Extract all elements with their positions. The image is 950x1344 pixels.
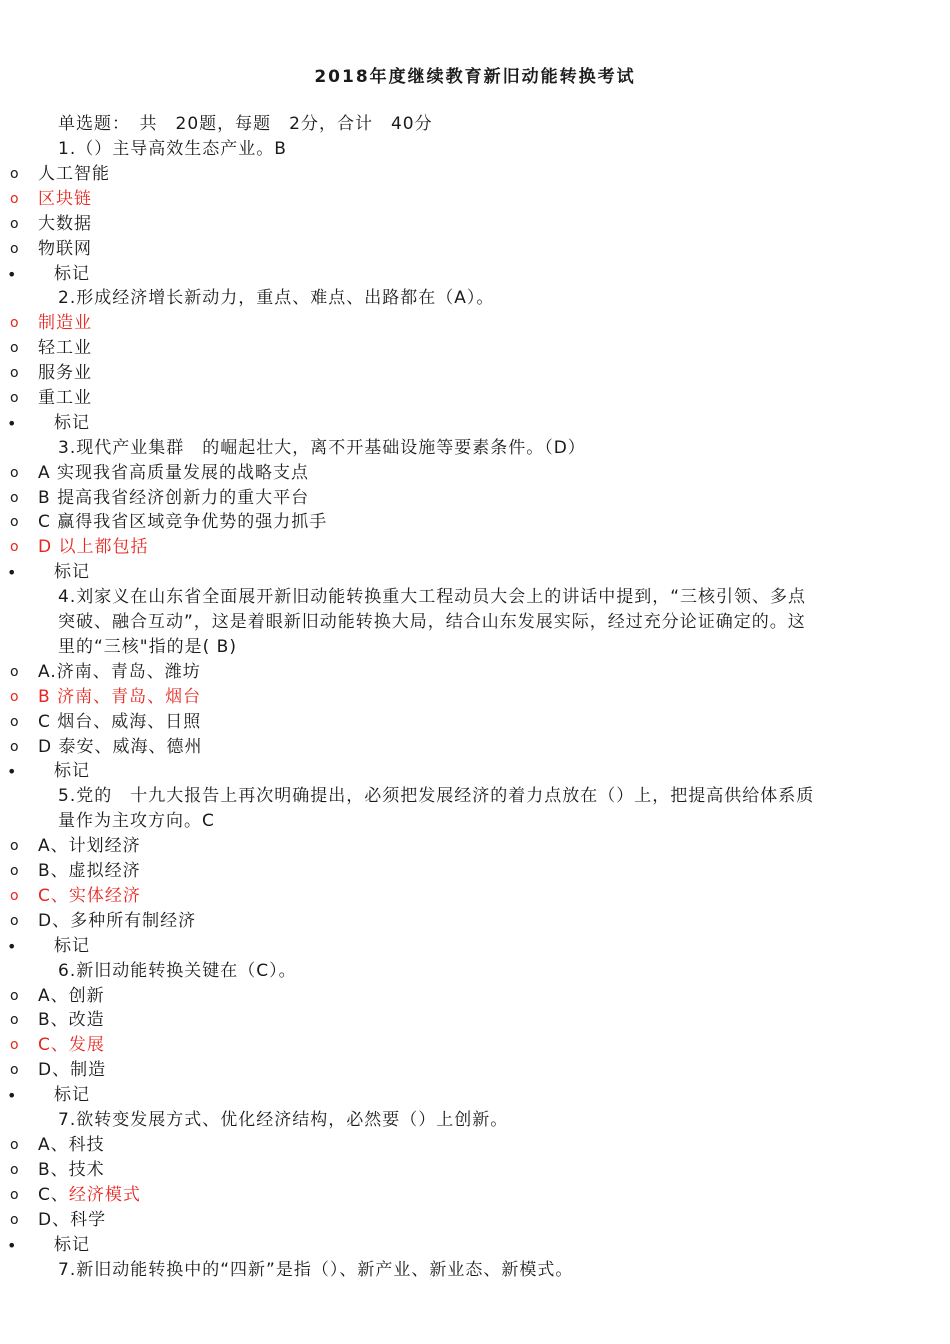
mark-row[interactable] (0, 759, 200, 784)
mark-row[interactable] (0, 560, 200, 585)
option-text: 重工业 (38, 388, 92, 408)
answer-option[interactable] (0, 361, 900, 386)
bullet-dot-icon: • (7, 563, 18, 582)
mark-label: 标记 (54, 562, 90, 582)
question-stem: 3.现代产业集群 的崛起壮大，离不开基础设施等要素条件。（D） (58, 438, 586, 458)
option-text: B、技术 (38, 1160, 105, 1180)
option-text: 大数据 (38, 214, 92, 234)
document-title: 2018年度继续教育新旧动能转换考试 (314, 67, 636, 87)
option-bullet-icon: o (10, 166, 20, 182)
correct-option[interactable] (0, 1183, 900, 1208)
option-bullet-icon: o (10, 465, 20, 481)
answer-option[interactable] (0, 1208, 900, 1233)
correct-option[interactable] (0, 685, 900, 710)
mark-row[interactable] (0, 411, 200, 436)
option-bullet-icon: o (10, 1162, 20, 1178)
question-stem: 里的“三核"指的是( B) (58, 637, 237, 657)
option-bullet-icon: o (10, 1212, 20, 1228)
mark-row[interactable] (0, 1083, 200, 1108)
option-bullet-icon: o (10, 216, 20, 232)
correct-option[interactable] (0, 187, 900, 212)
option-text: 轻工业 (38, 338, 92, 358)
option-bullet-icon: o (10, 888, 20, 904)
bullet-dot-icon: • (7, 762, 18, 781)
mark-label: 标记 (54, 264, 90, 284)
answer-option[interactable] (0, 660, 900, 685)
option-text: D 以上都包括 (38, 537, 149, 557)
option-text (38, 1183, 141, 1208)
answer-option[interactable] (0, 1058, 900, 1083)
option-text: C 烟台、威海、日照 (38, 712, 202, 732)
answer-option[interactable] (0, 984, 900, 1009)
question-stem: 7.新旧动能转换中的“四新”是指（）、新产业、新业态、新模式。 (58, 1260, 574, 1280)
question-stem: 突破、融合互动”，这是着眼新旧动能转换大局，结合山东发展实际，经过充分论证确定的。这 (58, 612, 806, 632)
answer-option[interactable] (0, 1008, 900, 1033)
option-text: D 泰安、威海、德州 (38, 737, 203, 757)
option-bullet-icon: o (10, 1012, 20, 1028)
option-bullet-icon: o (10, 390, 20, 406)
option-highlight: 经济模式 (68, 1185, 141, 1205)
option-text: 服务业 (38, 363, 92, 383)
option-bullet-icon: o (10, 689, 20, 705)
answer-option[interactable] (0, 1158, 900, 1183)
option-text: B 提高我省经济创新力的重大平台 (38, 488, 310, 508)
answer-option[interactable] (0, 212, 900, 237)
option-text: B、改造 (38, 1010, 105, 1030)
question-stem: 6.新旧动能转换关键在（C）。 (58, 961, 297, 981)
answer-option[interactable] (0, 1133, 900, 1158)
option-bullet-icon: o (10, 191, 20, 207)
option-text: 制造业 (38, 313, 92, 333)
mark-label: 标记 (54, 1085, 90, 1105)
bullet-dot-icon: • (7, 1086, 18, 1105)
option-text: D、多种所有制经济 (38, 911, 197, 931)
option-bullet-icon: o (10, 365, 20, 381)
mark-row[interactable] (0, 262, 200, 287)
correct-option[interactable] (0, 884, 900, 909)
answer-option[interactable] (0, 735, 900, 760)
answer-option[interactable] (0, 909, 900, 934)
option-text: B、虚拟经济 (38, 861, 141, 881)
option-bullet-icon: o (10, 714, 20, 730)
answer-option[interactable] (0, 486, 900, 511)
correct-option[interactable] (0, 311, 900, 336)
mark-label: 标记 (54, 761, 90, 781)
answer-option[interactable] (0, 461, 900, 486)
option-text: 物联网 (38, 239, 92, 259)
option-bullet-icon: o (10, 1137, 20, 1153)
option-bullet-icon: o (10, 340, 20, 356)
bullet-dot-icon: • (7, 265, 18, 284)
mark-label: 标记 (54, 936, 90, 956)
option-text: A、计划经济 (38, 836, 141, 856)
option-bullet-icon: o (10, 913, 20, 929)
answer-option[interactable] (0, 834, 900, 859)
answer-option[interactable] (0, 386, 900, 411)
answer-option[interactable] (0, 859, 900, 884)
option-text: B 济南、青岛、烟台 (38, 687, 202, 707)
question-stem: 2.形成经济增长新动力，重点、难点、出路都在（A）。 (58, 288, 495, 308)
option-text: A、创新 (38, 986, 105, 1006)
question-stem: 1.（）主导高效生态产业。B (58, 139, 287, 159)
answer-option[interactable] (0, 510, 900, 535)
option-text: A、科技 (38, 1135, 105, 1155)
option-bullet-icon: o (10, 490, 20, 506)
option-text: C、发展 (38, 1035, 105, 1055)
option-bullet-icon: o (10, 1062, 20, 1078)
option-bullet-icon: o (10, 838, 20, 854)
option-text: D、科学 (38, 1210, 107, 1230)
option-text: A.济南、青岛、潍坊 (38, 662, 201, 682)
question-stem: 5.党的 十九大报告上再次明确提出，必须把发展经济的着力点放在（）上，把提高供给体系质 (58, 786, 815, 806)
answer-option[interactable] (0, 162, 900, 187)
mark-label: 标记 (54, 1235, 90, 1255)
question-stem: 7.欲转变发展方式、优化经济结构，必然要（）上创新。 (58, 1110, 509, 1130)
answer-option[interactable] (0, 710, 900, 735)
option-bullet-icon: o (10, 315, 20, 331)
option-bullet-icon: o (10, 988, 20, 1004)
option-bullet-icon: o (10, 1187, 20, 1203)
option-text: C、实体经济 (38, 886, 141, 906)
mark-row[interactable] (0, 934, 200, 959)
option-text: 人工智能 (38, 164, 110, 184)
correct-option[interactable] (0, 535, 900, 560)
bullet-dot-icon: • (7, 414, 18, 433)
bullet-dot-icon: • (7, 937, 18, 956)
option-bullet-icon: o (10, 863, 20, 879)
correct-option[interactable] (0, 1033, 900, 1058)
option-text: 区块链 (38, 189, 92, 209)
option-bullet-icon: o (10, 1037, 20, 1053)
option-text: A 实现我省高质量发展的战略支点 (38, 463, 310, 483)
option-bullet-icon: o (10, 739, 20, 755)
option-text: C 赢得我省区域竞争优势的强力抓手 (38, 512, 328, 532)
mark-label: 标记 (54, 413, 90, 433)
question-stem: 量作为主攻方向。C (58, 811, 215, 831)
bullet-dot-icon: • (7, 1236, 18, 1255)
option-bullet-icon: o (10, 241, 20, 257)
option-bullet-icon: o (10, 664, 20, 680)
question-stem: 4.刘家义在山东省全面展开新旧动能转换重大工程动员大会上的讲话中提到，“三核引领、多点 (58, 587, 807, 607)
answer-option[interactable] (0, 336, 900, 361)
option-text: D、制造 (38, 1060, 107, 1080)
answer-option[interactable] (0, 237, 900, 262)
exam-meta: 单选题： 共 20题，每题 2分，合计 40分 (58, 114, 433, 134)
option-prefix: C、 (38, 1185, 69, 1205)
option-bullet-icon: o (10, 539, 20, 555)
option-bullet-icon: o (10, 514, 20, 530)
mark-row[interactable] (0, 1233, 200, 1258)
